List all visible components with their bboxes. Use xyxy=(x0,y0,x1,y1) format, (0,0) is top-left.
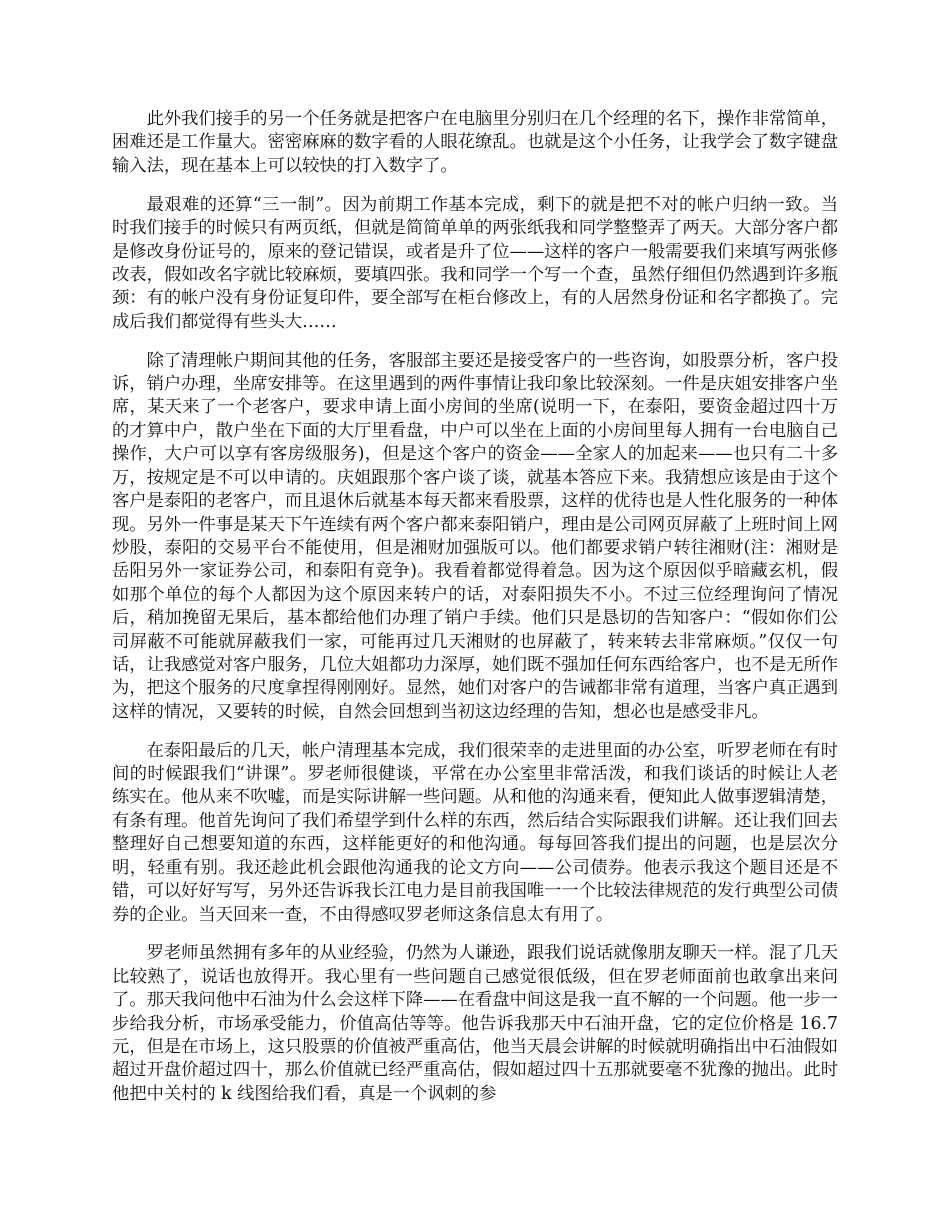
paragraph-three-in-one: 最艰难的还算“三一制”。因为前期工作基本完成，剩下的就是把不对的帐户归纳一致。当时我们接手的时候只有两页纸，但就是简简单单的两张纸我和同学整整弄了两天。大部分客户都是修改身份证号的，原来的登记错误，或者是升了位——这样的客户一般需要我们来填写两张修改表，假如改名字就比较麻烦，要填四张。我和同学一个写一个查，虽然仔细但仍然遇到许多瓶颈：有的帐户没有身份证复印件，要全部写在柜台修改上，有的人居然身份证和名字都换了。完成后我们都觉得有些头大…… xyxy=(112,194,838,332)
document-page xyxy=(112,108,838,1122)
paragraph-teacher-luo-lecture: 在泰阳最后的几天，帐户清理基本完成，我们很荣幸的走进里面的办公室，听罗老师在有时间的时候跟我们“讲课”。罗老师很健谈，平常在办公室里非常活泼，和我们谈话的时候让人老练实在。他从来不吹嘘，而是实际讲解一些问题。从和他的沟通来看，便知此人做事逻辑清楚，有条有理。他首先询问了我们希望学到什么样的东西，然后结合实际跟我们讲解。还让我们回去整理好自己想要知道的东西，这样能更好的和他沟通。每每回答我们提出的问题，也是层次分明，轻重有别。我还趁此机会跟他沟通我的论文方向——公司债券。他表示我这个题目还是不错，可以好好写写，另外还告诉我长江电力是目前我国唯一一个比较法律规范的发行典型公司债券的企业。当天回来一查，不由得感叹罗老师这条信息太有用了。 xyxy=(112,740,838,925)
paragraph-teacher-luo-humble: 罗老师虽然拥有多年的从业经验，仍然为人谦逊，跟我们说话就像朋友聊天一样。混了几天比较熟了，说话也放得开。我心里有一些问题自己感觉很低级，但在罗老师面前也敢拿出来问了。那天我问他中石油为什么会这样下降——在看盘中间这是我一直不解的一个问题。他一步一步给我分析，市场承受能力，价值高估等等。他告诉我那天中石油开盘，它的定位价格是 16.7 元，但是在市场上，这只股票的价值被严重高估，他当天晨会讲解的时候就明确指出中石油假如超过开盘价超过四十，那么价值就已经严重高估，假如超过四十五那就要毫不犹豫的抛出。此时他把中关村的 k 线图给我们看，真是一个讽刺的参 xyxy=(112,943,838,1104)
paragraph-account-assignment: 此外我们接手的另一个任务就是把客户在电脑里分别归在几个经理的名下，操作非常简单，困难还是工作量大。密密麻麻的数字看的人眼花缭乱。也就是这个小任务，让我学会了数字键盘输入法，现在基本上可以较快的打入数字了。 xyxy=(112,109,838,176)
paragraph-customer-service: 除了清理帐户期间其他的任务，客服部主要还是接受客户的一些咨询，如股票分析，客户投诉，销户办理，坐席安排等。在这里遇到的两件事情让我印象比较深刻。一件是庆姐安排客户坐席，某天来了一个老客户，要求申请上面小房间的坐席(说明一下，在泰阳，要资金超过四十万的才算中户，散户坐在下面的大厅里看盘，中户可以坐在上面的小房间里每人拥有一台电脑自己操作，大户可以享有客房级服务)，但是这个客户的资金——全家人的加起来——也只有二十多万，按规定是不可以申请的。庆姐跟那个客户谈了谈，就基本答应下来。我猜想应该是由于这个客户是泰阳的老客户，而且退休后就基本每天都来看股票，这样的优待也是人性化服务的一种体现。另外一件事是某天下午连续有两个客户都来泰阳销户，理由是公司网页屏蔽了上班时间上网炒股，泰阳的交易平台不能使用，但是湘财加强版可以。他们都要求销户转往湘财(注：湘财是岳阳另外一家证券公司，和泰阳有竞争)。我看着都觉得着急。因为这个原因似乎暗藏玄机，假如那个单位的每个人都因为这个原因来转户的话，对泰阳损失不小。不过三位经理询问了情况后，稍加挽留无果后，基本都给他们办理了销户手续。他们只是恳切的告知客户：“假如你们公司屏蔽不可能就屏蔽我们一家，可能再过几天湘财的也屏蔽了，转来转去非常麻烦。”仅仅一句话，让我感觉对客户服务，几位大姐都功力深厚，她们既不强加任何东西给客户，也不是无所作为，把这个服务的尺度拿捏得刚刚好。显然，她们对客户的告诫都非常有道理，当客户真正遇到这样的情况，又要转的时候，自然会回想到当初这边经理的告知，想必也是感受非凡。 xyxy=(112,350,838,722)
